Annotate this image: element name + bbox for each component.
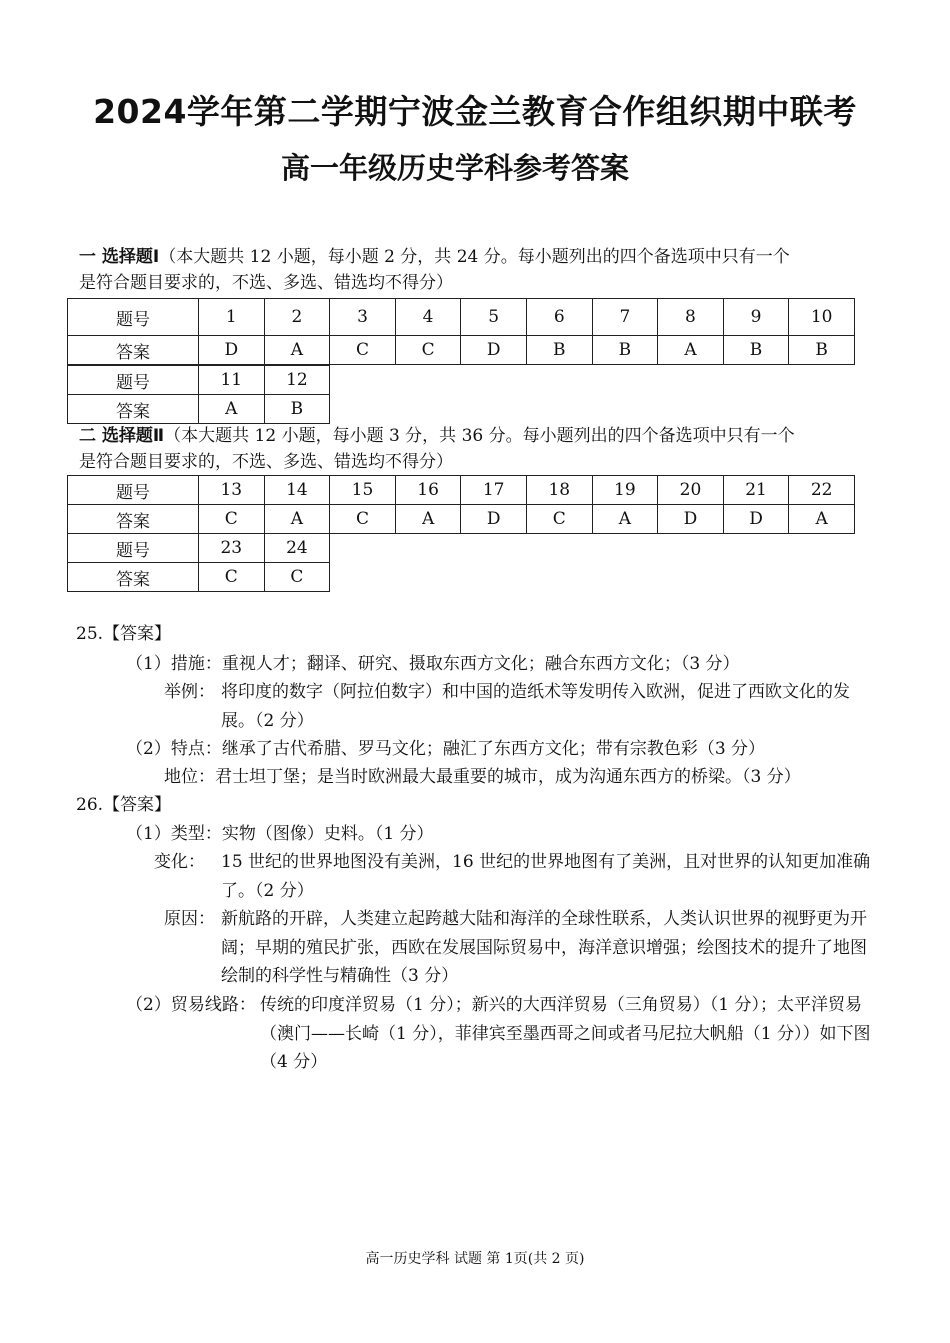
row-label-ans: 答案: [68, 563, 199, 592]
q25-part1-text: 重视人才；翻译、研究、摄取东西方文化；融合东西方文化；（3 分）: [221, 654, 740, 674]
q26-part2-label: （2）贸易线路：: [126, 995, 256, 1015]
answer-cell: C: [395, 336, 461, 365]
answer-cell: B: [592, 336, 658, 365]
question-number-cell: 8: [658, 299, 724, 336]
q25-part2b: [164, 763, 801, 791]
q25-part2b-text: 君士坦丁堡；是当时欧洲最大最重要的城市，成为沟通东西方的桥梁。（3 分）: [215, 767, 801, 787]
answer-cell: D: [199, 336, 265, 365]
section1-table-b: [67, 365, 330, 424]
q26-part2: [126, 991, 874, 1077]
question-number-cell: 22: [789, 476, 855, 505]
table-row: [68, 505, 855, 534]
q26-part1-label: （1）类型：: [126, 824, 222, 844]
question-number-cell: 7: [592, 299, 658, 336]
question-number-cell: 16: [395, 476, 461, 505]
q25-part2-text: 继承了古代希腊、罗马文化；融汇了东西方文化；带有宗教色彩（3 分）: [221, 739, 766, 759]
answer-cell: D: [461, 505, 527, 534]
question-number-cell: 17: [461, 476, 527, 505]
answer-cell: C: [526, 505, 592, 534]
page-subtitle: 高一年级历史学科参考答案: [280, 151, 629, 185]
table-row: [68, 534, 330, 563]
row-label-num: 题号: [68, 299, 199, 336]
question-number-cell: 5: [461, 299, 527, 336]
row-label-ans: 答案: [68, 395, 199, 424]
question-number-cell: 12: [264, 366, 330, 395]
answer-cell: D: [461, 336, 527, 365]
question-number-cell: 9: [723, 299, 789, 336]
table-row: [68, 299, 855, 336]
q25-part1: [126, 650, 740, 678]
q25-part1b-text: 将印度的数字（阿拉伯数字）和中国的造纸术等发明传入欧洲，促进了西欧文化的发展。（2 分）: [221, 682, 850, 731]
section1-intro: [79, 244, 879, 296]
answer-cell: C: [199, 563, 265, 592]
section2-intro: [79, 423, 879, 475]
q25-heading: 25.【答案】: [76, 624, 172, 644]
q26-part1-text: 实物（图像）史料。（1 分）: [221, 824, 434, 844]
q26-part1b-text: 15 世纪的世界地图没有美洲，16 世纪的世界地图有了美洲，且对世界的认知更加准确了。（2 分）: [221, 852, 871, 901]
q26-heading: 26.【答案】: [76, 795, 172, 815]
section2-heading: 二 选择题Ⅱ: [79, 426, 165, 446]
question-number-cell: 13: [199, 476, 265, 505]
answer-cell: D: [658, 505, 724, 534]
question-number-cell: 18: [526, 476, 592, 505]
question-number-cell: 1: [199, 299, 265, 336]
answer-cell: A: [592, 505, 658, 534]
row-label-num: 题号: [68, 366, 199, 395]
answer-cell: C: [330, 336, 396, 365]
question-number-cell: 6: [526, 299, 592, 336]
q25-part2-label: （2）特点：: [126, 739, 222, 759]
q25-part1b: [164, 678, 874, 735]
answer-cell: D: [723, 505, 789, 534]
section1-table-a: [67, 298, 855, 365]
answer-cell: A: [264, 505, 330, 534]
q26-part1c: [164, 905, 874, 991]
q25-part1b-label: 举例：: [164, 682, 215, 702]
q26-part1c-text: 新航路的开辟，人类建立起跨越大陆和海洋的全球性联系，人类认识世界的视野更为开阔；早期的殖民扩张，西欧在发展国际贸易中，海洋意识增强；绘图技术的提升了地图绘制的科学性与精确性（3 分）: [221, 909, 867, 986]
answer-cell: A: [395, 505, 461, 534]
answer-cell: C: [330, 505, 396, 534]
question-number-cell: 21: [723, 476, 789, 505]
answer-cell: B: [264, 395, 330, 424]
q25-part1-label: （1）措施：: [126, 654, 222, 674]
answer-cell: B: [723, 336, 789, 365]
section2-table-a: [67, 475, 855, 534]
question-number-cell: 4: [395, 299, 461, 336]
table-row: [68, 476, 855, 505]
question-number-cell: 14: [264, 476, 330, 505]
section1-desc-line1: （本大题共 12 小题，每小题 2 分，共 24 分。每小题列出的四个备选项中只有一个: [159, 247, 790, 267]
section2-table-b: [67, 533, 330, 592]
table-row: [68, 366, 330, 395]
q25-part2: [126, 735, 765, 763]
q26-part1b: [154, 848, 874, 905]
question-number-cell: 24: [264, 534, 330, 563]
q26-part1: [126, 820, 434, 848]
question-number-cell: 10: [789, 299, 855, 336]
row-label-ans: 答案: [68, 336, 199, 365]
question-number-cell: 11: [199, 366, 265, 395]
answer-cell: A: [264, 336, 330, 365]
row-label-num: 题号: [68, 476, 199, 505]
question-number-cell: 19: [592, 476, 658, 505]
q26-part1c-label: 原因：: [164, 909, 215, 929]
section2-desc-line2: 是符合题目要求的，不选、多选、错选均不得分）: [79, 452, 453, 472]
q25-part2b-label: 地位：: [164, 767, 215, 787]
table-row: [68, 395, 330, 424]
table-row: [68, 336, 855, 365]
answer-cell: B: [789, 336, 855, 365]
section1-heading: 一 选择题Ⅰ: [79, 247, 160, 267]
answer-cell: A: [789, 505, 855, 534]
question-number-cell: 2: [264, 299, 330, 336]
row-label-ans: 答案: [68, 505, 199, 534]
question-number-cell: 23: [199, 534, 265, 563]
answer-cell: A: [658, 336, 724, 365]
section1-desc-line2: 是符合题目要求的，不选、多选、错选均不得分）: [79, 273, 453, 293]
question-number-cell: 15: [330, 476, 396, 505]
question-number-cell: 3: [330, 299, 396, 336]
page-title: 2024学年第二学期宁波金兰教育合作组织期中联考: [93, 92, 857, 131]
answer-cell: B: [526, 336, 592, 365]
answer-cell: C: [264, 563, 330, 592]
q26-part2-text: 传统的印度洋贸易（1 分）；新兴的大西洋贸易（三角贸易）（1 分）；太平洋贸易（澳门——长崎（1 分），菲律宾至墨西哥之间或者马尼拉大帆船（1 分））如下图（4 分）: [260, 995, 871, 1072]
table-row: [68, 563, 330, 592]
question-number-cell: 20: [658, 476, 724, 505]
section2-desc-line1: （本大题共 12 小题，每小题 3 分，共 36 分。每小题列出的四个备选项中只有一个: [164, 426, 795, 446]
answer-cell: C: [199, 505, 265, 534]
answer-cell: A: [199, 395, 265, 424]
page-footer: 高一历史学科 试题 第 1页(共 2 页): [365, 1251, 585, 1267]
row-label-num: 题号: [68, 534, 199, 563]
q26-part1b-label: 变化：: [154, 852, 205, 872]
